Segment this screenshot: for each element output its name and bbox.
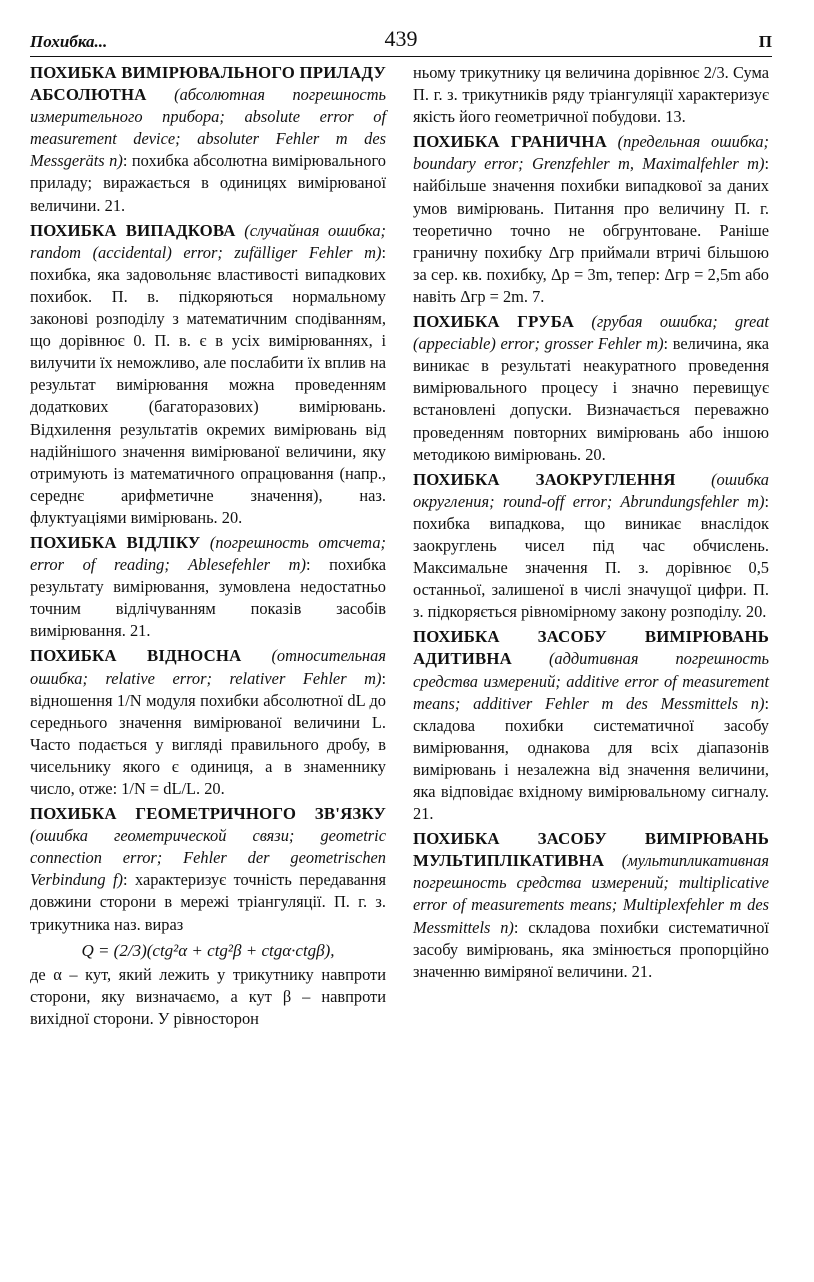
entry	[413, 311, 769, 466]
entry-equivalents: (ошибка геометрической связи; geometric connection error; Fehler der geometrischen Verbindung f)	[30, 826, 386, 890]
page-number: 439	[384, 26, 418, 51]
entry-equivalents: (аддитивная погрешность средства измерений; additive error of measurement means; additiver Fehler m des Messmittels n)	[413, 649, 769, 713]
entry-definition: : величина, яка виникає в результаті неакуратного проведення вимірювального процесу і значно перевищує встановлені допуски. Визначається переважно проведенням повторних вимірювань або іншою методикою вимірювань. 20.	[413, 334, 769, 464]
entry-term: ПОХИБКА ЗАСОБУ ВИМІРЮВАНЬ АДИТИВНА	[413, 627, 769, 669]
entry-equivalents: (абсолютная погрешность измерительного прибора; absolute error of measurement device; absoluter Fehler m des Messgeräts n)	[30, 85, 386, 171]
section-letter: П	[758, 32, 772, 51]
entry	[30, 532, 386, 642]
entry	[30, 220, 386, 529]
entry-equivalents: (мультипликативная погрешность средства измерений; multiplicative error of measurements means; Multiplexfehler m des Messmittels n)	[413, 851, 769, 937]
entry-term: ПОХИБКА ГЕОМЕТРИЧНОГО ЗВ'ЯЗКУ	[30, 804, 386, 824]
running-head: Похибка...	[30, 32, 108, 51]
entry-definition: : похибка абсолютна вимірювального приладу; виражається в одиницях вимірюваної величини. 21.	[30, 151, 386, 215]
entry-equivalents: (грубая ошибка; great (appeciable) error; grosser Fehler m)	[413, 312, 769, 354]
entry-definition: : складова похибки систематичної засобу вимірювань, яка змінюється пропорційно значенню виміряної величини. 21.	[413, 917, 769, 981]
entry-term: ПОХИБКА ВИПАДКОВА	[30, 220, 236, 240]
entry	[413, 131, 769, 308]
entry-definition: : найбільше значення похибки випадкової за даних умов вимірювань. Питання про величину П. г. теоретично точно не обгрунтоване. Раніше граничну похибку Δгр приймали втричі більшою за сер. кв. похибку, Δр = 3m, тепер: Δгр = 2,5m або навіть Δгр = 2m. 7.	[413, 154, 769, 306]
left-column	[30, 62, 386, 1033]
entry-term: ПОХИБКА ВИМІРЮВАЛЬНОГО ПРИЛАДУ АБСОЛЮТНА	[30, 63, 386, 105]
entry-continuation: де α – кут, який лежить у трикутнику навпроти сторони, яку визначаємо, а кут β – навпроти вихідної сторони. У рівносторон	[30, 964, 386, 1028]
entry-definition: : відношення 1/N модуля похибки абсолютної dL до середнього значення вимірюваної величини L. Часто подається у вигляді правильного дробу, в чисельнику якого є одиниця, а в знаменнику число, отже: 1/N = dL/L. 20.	[30, 668, 386, 798]
entry-equivalents: (случайная ошибка; random (accidental) error; zufälliger Fehler m)	[30, 220, 386, 262]
entry-term: ПОХИБКА ВІДЛІКУ	[30, 532, 201, 552]
entry-equivalents: (относительная ошибка; relative error; relativer Fehler m)	[30, 646, 386, 688]
entry	[413, 469, 769, 624]
page-header	[30, 26, 772, 56]
formula: Q = (2/3)(ctg²α + ctg²β + ctgα·ctgβ),	[81, 940, 335, 960]
right-column	[413, 62, 769, 986]
entry-term: ПОХИБКА ГРАНИЧНА	[413, 132, 607, 152]
entry-equivalents: (погрешность отсчета; error of reading; Ablesefehler m)	[30, 532, 386, 575]
entry-definition: : похибка результату вимірювання, зумовлена недостатньо точним відлічуванням показів засобів вимірювання. 21.	[30, 555, 386, 641]
entry-equivalents: (предельная ошибка; boundary error; Grenzfehler m, Maximalfehler m)	[413, 132, 769, 174]
header-rule	[30, 56, 772, 57]
entry	[413, 626, 769, 825]
entry-continuation: ньому трикутнику ця величина дорівнює 2/3. Сума П. г. з. трикутників ряду тріангуляції характеризує якість його геометричної побудови. 13.	[413, 63, 769, 127]
entry-equivalents: (ошибка округления; round-off error; Abrundungsfehler m)	[413, 469, 769, 511]
entry	[30, 645, 386, 800]
entry-definition: : похибка, яка задовольняє властивості випадкових похибок. П. в. підкоряються нормальному законові розподілу з математичним сподіванням, що дорівнює 0. П. в. є в усіх вимірюваннях, і вилучити їх неможливо, але послабити їх вплив на результат вимірювання можна проведенням додаткових (багаторазових) вимірювань. Відхилення результатів окремих вимірювань від надійнішого значення вимірюваної величини, яку отримують із математичного опрацювання (напр., середнє арифметичне значення), наз. флуктуаціями вимірювань. 20.	[30, 242, 386, 527]
entry-term: ПОХИБКА ВІДНОСНА	[30, 646, 242, 666]
entry-term: ПОХИБКА ЗАОКРУГЛЕННЯ	[413, 469, 676, 489]
entry-definition: : похибка випадкова, що виникає внаслідок заокруглень чисел під час обчислень. Максимальне значення П. з. дорівнює 0,5 останньої, залишеної в числі значущої цифри. П. з. підкоряється рівномірному закону розподілу. 20.	[413, 491, 769, 622]
entry	[413, 828, 769, 983]
entry-definition: : складова похибки систематичної засобу вимірювання, однакова для всіх діапазонів вимірювань і незалежна від значення величини, яка відповідає вхідному вимірювальному сигналу. 21.	[413, 693, 769, 824]
entry	[30, 62, 386, 217]
entry-term: ПОХИБКА ГРУБА	[413, 312, 575, 332]
entry-definition: : характеризує точність передавання довжини сторони в мережі тріангуляції. П. г. з. трикутника наз. вираз	[30, 870, 387, 934]
entry-term: ПОХИБКА ЗАСОБУ ВИМІРЮВАНЬ МУЛЬТИПЛІКАТИВНА	[413, 829, 769, 871]
entry	[30, 803, 386, 936]
